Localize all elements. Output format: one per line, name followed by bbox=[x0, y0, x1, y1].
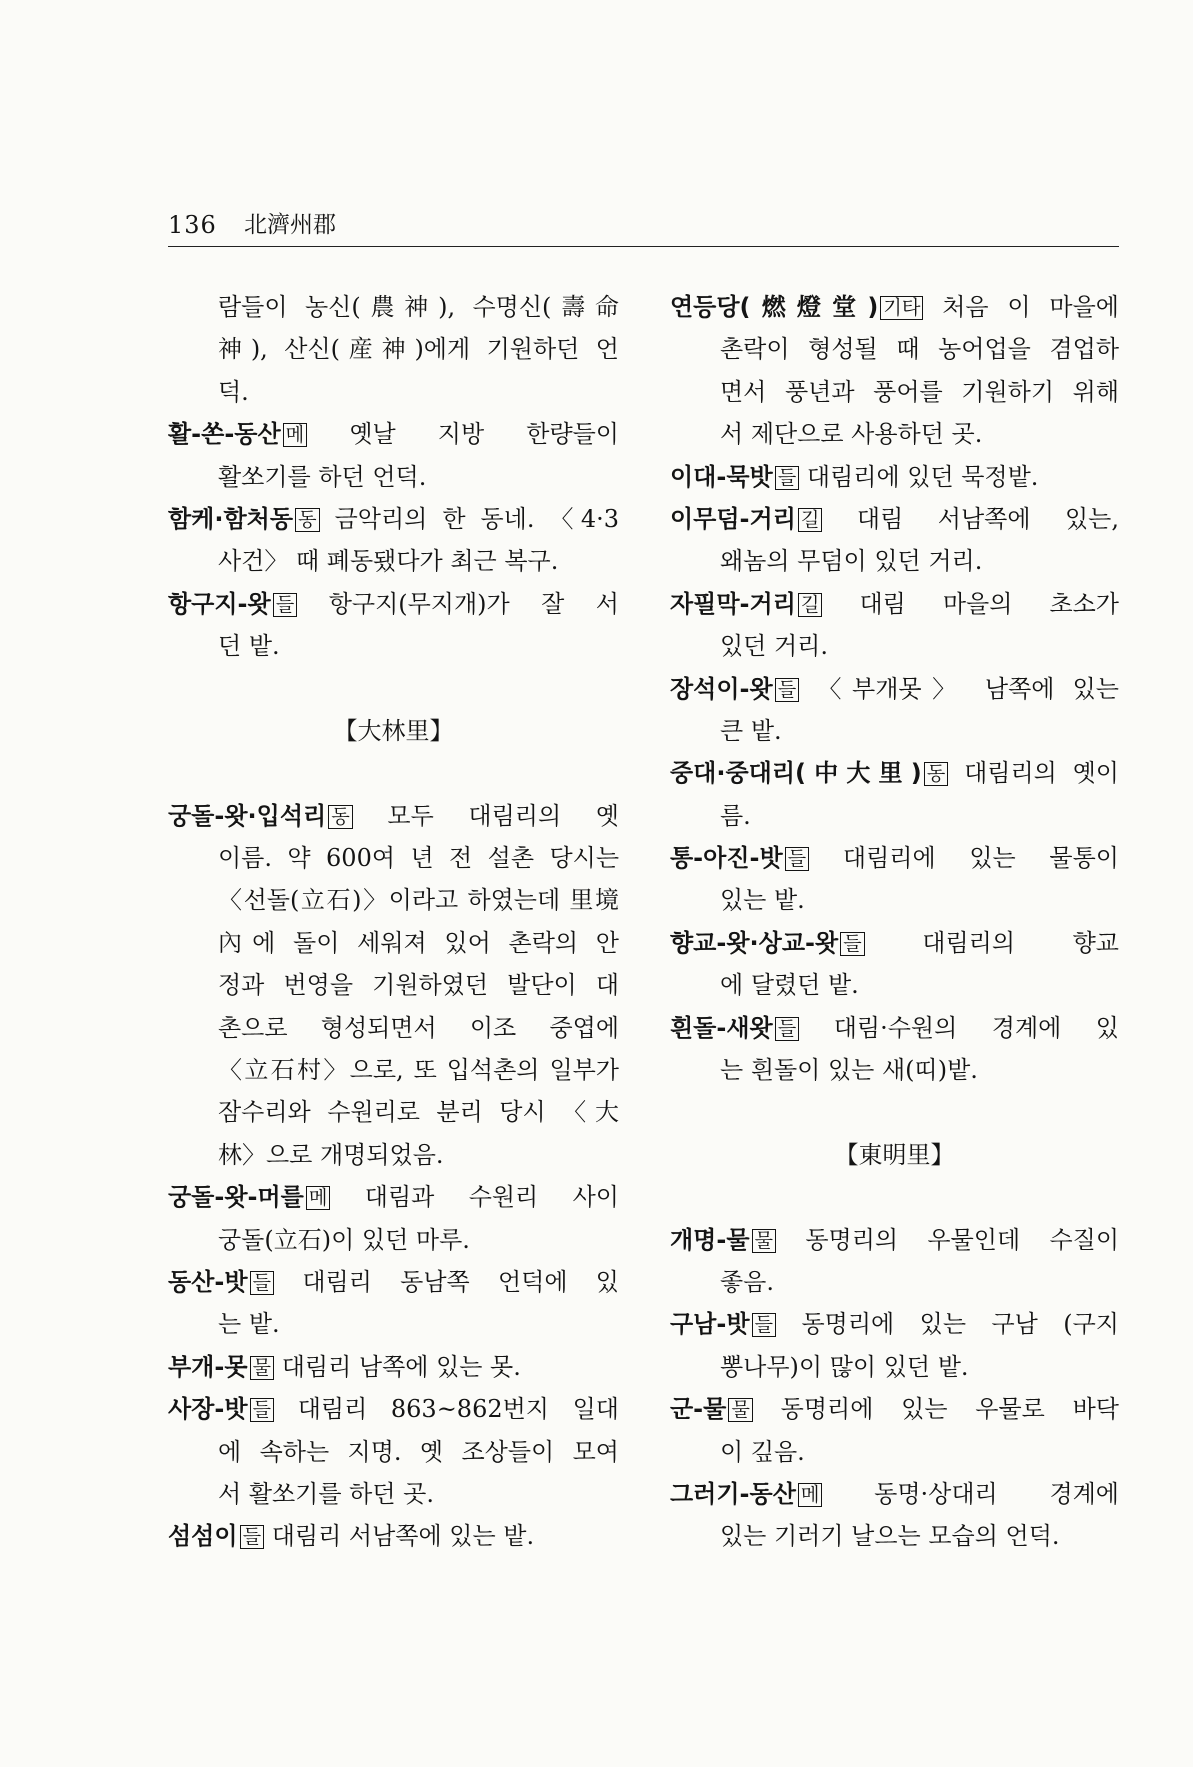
right-column bbox=[670, 286, 1119, 1558]
line-text: 서 활쏘기를 하던 곳. bbox=[218, 1479, 434, 1508]
text-line bbox=[168, 964, 619, 1006]
dictionary-entry bbox=[168, 795, 619, 1177]
text-line bbox=[670, 540, 1119, 582]
dictionary-entry bbox=[670, 456, 1119, 498]
category-tag-box: 메 bbox=[798, 1483, 823, 1507]
line-text: 동명리의 우물인데 수질이 bbox=[805, 1225, 1119, 1254]
line-text: 뽕나무)이 많이 있던 밭. bbox=[720, 1352, 969, 1381]
line-text: 좋음. bbox=[720, 1267, 774, 1296]
entry-headword: 군-물 bbox=[670, 1395, 727, 1424]
text-line bbox=[168, 1515, 619, 1557]
line-text: 대림리 863~862번지 일대 bbox=[297, 1395, 619, 1424]
entry-headword: 개명-물 bbox=[670, 1225, 750, 1254]
dictionary-entry bbox=[168, 1515, 619, 1557]
line-text: 內에 돌이 세워져 있어 촌락의 안 bbox=[218, 928, 619, 957]
line-text: 이 깊음. bbox=[720, 1437, 805, 1466]
line-text: 에 달렸던 밭. bbox=[720, 971, 859, 1000]
line-text: 대림·수원의 경계에 있 bbox=[833, 1013, 1119, 1042]
line-text: 대림 마을의 초소가 bbox=[859, 589, 1119, 618]
text-line bbox=[670, 1007, 1119, 1049]
section-heading: 【東明里】 bbox=[834, 1140, 955, 1169]
dictionary-entry bbox=[670, 498, 1119, 583]
dictionary-entry bbox=[168, 1176, 619, 1261]
section-heading: 【大林里】 bbox=[333, 716, 454, 745]
category-tag-box: 길 bbox=[798, 593, 823, 617]
page-number: 136 bbox=[168, 211, 217, 239]
text-line bbox=[168, 1388, 619, 1430]
text-line bbox=[670, 879, 1119, 921]
text-line bbox=[670, 1261, 1119, 1303]
category-tag-box: 동 bbox=[924, 762, 949, 786]
text-line bbox=[670, 413, 1119, 455]
text-line bbox=[670, 1303, 1119, 1345]
line-text: 옛날 지방 한량들이 bbox=[349, 420, 619, 449]
text-line bbox=[670, 964, 1119, 1006]
dictionary-entry bbox=[168, 1388, 619, 1515]
text-line bbox=[168, 1431, 619, 1473]
line-text: 대림리의 향교 bbox=[922, 928, 1119, 957]
line-text: 대림 서남쪽에 있는, bbox=[856, 504, 1119, 533]
text-line bbox=[168, 1007, 619, 1049]
entry-headword: 사장-밧 bbox=[168, 1395, 248, 1424]
category-tag-box: 기타 bbox=[880, 296, 923, 320]
entry-headword: 구남-밧 bbox=[670, 1310, 750, 1339]
category-tag-box: 물 bbox=[752, 1229, 777, 1253]
text-line bbox=[168, 1176, 619, 1218]
entry-headword: 연등당(燃燈堂) bbox=[670, 293, 879, 321]
text-line bbox=[670, 1431, 1119, 1473]
text-line bbox=[670, 668, 1119, 710]
category-tag-box: 들 bbox=[240, 1525, 265, 1549]
line-text: 던 밭. bbox=[218, 632, 280, 661]
text-line bbox=[168, 498, 619, 540]
text-line bbox=[670, 498, 1119, 540]
line-text: 동명리에 있는 구남 (구지 bbox=[801, 1310, 1119, 1339]
line-text: 덕. bbox=[218, 377, 249, 406]
line-text: 林〉으로 개명되었음. bbox=[218, 1140, 444, 1169]
dictionary-entry bbox=[168, 498, 619, 583]
text-line bbox=[168, 922, 619, 964]
text-line bbox=[670, 286, 1119, 328]
text-line bbox=[670, 710, 1119, 752]
dictionary-entry bbox=[168, 1346, 619, 1388]
text-line bbox=[168, 540, 619, 582]
dictionary-entry bbox=[670, 922, 1119, 1007]
line-text: 〈立石村〉으로, 또 입석촌의 일부가 bbox=[218, 1056, 619, 1085]
text-line bbox=[670, 371, 1119, 413]
category-tag-box: 들 bbox=[775, 466, 800, 490]
line-text: 람들이 농신(農神), 수명신(壽命 bbox=[218, 293, 619, 321]
dictionary-entry bbox=[168, 413, 619, 498]
header-rule bbox=[168, 246, 1119, 247]
dictionary-entry bbox=[670, 1388, 1119, 1473]
line-text: 〈선돌(立石)〉이라고 하였는데 里境 bbox=[218, 886, 619, 915]
line-text: 〈부개못〉 남쪽에 있는 bbox=[817, 674, 1119, 703]
category-tag-box: 동 bbox=[328, 805, 353, 829]
dictionary-entry bbox=[670, 583, 1119, 668]
line-text: 면서 풍년과 풍어를 기원하기 위해 bbox=[720, 377, 1119, 406]
line-text: 있던 거리. bbox=[720, 632, 828, 661]
text-line bbox=[168, 1473, 619, 1515]
entry-headword: 이대-묵밧 bbox=[670, 462, 773, 491]
line-text: 있는 기러기 날으는 모습의 언덕. bbox=[720, 1522, 1060, 1551]
category-tag-box: 들 bbox=[775, 1017, 800, 1041]
line-text: 름. bbox=[720, 801, 751, 830]
line-text: 촌으로 형성되면서 이조 중엽에 bbox=[218, 1013, 619, 1042]
text-line bbox=[168, 371, 619, 413]
running-title: 北濟州郡 bbox=[244, 212, 336, 238]
line-text: 대림리의 옛이 bbox=[964, 759, 1119, 788]
category-tag-box: 들 bbox=[250, 1398, 275, 1422]
line-text: 모두 대림리의 옛 bbox=[387, 801, 619, 830]
dictionary-entry bbox=[670, 837, 1119, 922]
entry-headword: 자필막-거리 bbox=[670, 589, 796, 618]
line-text: 처음 이 마을에 bbox=[942, 293, 1119, 321]
line-text: 神), 산신(産神)에게 기원하던 언 bbox=[218, 335, 619, 364]
text-line bbox=[168, 328, 619, 370]
text-line bbox=[168, 413, 619, 455]
dictionary-entry bbox=[670, 752, 1119, 837]
text-line bbox=[168, 1303, 619, 1345]
category-tag-box: 물 bbox=[728, 1398, 753, 1422]
entry-headword: 궁돌-왓·입석리 bbox=[168, 801, 327, 830]
entry-headword: 함케·함처동 bbox=[168, 504, 294, 533]
line-text: 에 속하는 지명. 옛 조상들이 모여 bbox=[218, 1437, 619, 1466]
line-text: 정과 번영을 기원하였던 발단이 대 bbox=[218, 971, 619, 1000]
text-line bbox=[168, 1134, 619, 1176]
text-line bbox=[670, 1515, 1119, 1557]
category-tag-box: 들 bbox=[775, 678, 800, 702]
line-text: 사건〉 때 폐동됐다가 최근 복구. bbox=[218, 547, 559, 576]
text-line bbox=[168, 1346, 619, 1388]
category-tag-box: 들 bbox=[840, 932, 865, 956]
line-text: 는 흰돌이 있는 새(띠)밭. bbox=[720, 1056, 978, 1085]
text-line bbox=[168, 583, 619, 625]
line-text: 촌락이 형성될 때 농어업을 겸업하 bbox=[720, 335, 1119, 364]
text-line bbox=[168, 1091, 619, 1133]
entry-headword: 이무덤-거리 bbox=[670, 504, 796, 533]
line-text: 동명·상대리 경계에 bbox=[874, 1479, 1119, 1508]
continued-entry-text bbox=[168, 286, 619, 413]
category-tag-box: 들 bbox=[273, 593, 298, 617]
text-line bbox=[670, 795, 1119, 837]
text-line bbox=[168, 456, 619, 498]
dictionary-entry bbox=[670, 1303, 1119, 1388]
text-line bbox=[670, 1346, 1119, 1388]
line-text: 대림과 수원리 사이 bbox=[364, 1183, 619, 1212]
line-text: 있는 밭. bbox=[720, 886, 805, 915]
line-text: 잠수리와 수원리로 분리 당시 〈大 bbox=[218, 1098, 619, 1127]
text-line bbox=[670, 1388, 1119, 1430]
dictionary-entry bbox=[670, 668, 1119, 753]
text-line bbox=[168, 1219, 619, 1261]
entry-headword: 흰돌-새왓 bbox=[670, 1013, 773, 1042]
entry-headword: 궁돌-왓-머를 bbox=[168, 1183, 304, 1212]
dictionary-entry bbox=[670, 1473, 1119, 1558]
line-text: 항구지(무지개)가 잘 서 bbox=[328, 589, 619, 618]
category-tag-box: 들 bbox=[752, 1313, 777, 1337]
category-tag-box: 길 bbox=[798, 508, 823, 532]
dictionary-entry bbox=[168, 583, 619, 668]
line-text: 서 제단으로 사용하던 곳. bbox=[720, 420, 983, 449]
entry-headword: 향교-왓·상교-왓 bbox=[670, 928, 839, 957]
text-line bbox=[670, 583, 1119, 625]
line-text: 금악리의 한 동네. 〈4·3 bbox=[334, 504, 619, 533]
text-line bbox=[670, 922, 1119, 964]
entry-headword: 장석이-왓 bbox=[670, 674, 773, 703]
left-column bbox=[168, 286, 619, 1558]
line-text: 대림리 동남쪽 언덕에 있 bbox=[302, 1267, 619, 1296]
text-line bbox=[670, 456, 1119, 498]
entry-headword: 부개-못 bbox=[168, 1352, 248, 1381]
text-line bbox=[168, 286, 619, 328]
text-line bbox=[670, 328, 1119, 370]
text-line bbox=[670, 625, 1119, 667]
dictionary-entry bbox=[670, 1007, 1119, 1092]
category-tag-box: 물 bbox=[250, 1356, 275, 1380]
text-line bbox=[168, 625, 619, 667]
category-tag-box: 동 bbox=[295, 508, 320, 532]
dictionary-entry bbox=[670, 1219, 1119, 1304]
line-text: 활쏘기를 하던 언덕. bbox=[218, 462, 427, 491]
category-tag-box: 들 bbox=[785, 847, 810, 871]
line-text: 대림리에 있는 물통이 bbox=[842, 844, 1119, 873]
line-text: 대림리에 있던 묵정밭. bbox=[806, 462, 1039, 491]
category-tag-box: 메 bbox=[283, 423, 308, 447]
text-line bbox=[670, 1219, 1119, 1261]
line-text: 대림리 서남쪽에 있는 밭. bbox=[271, 1522, 535, 1551]
entry-headword: 항구지-왓 bbox=[168, 589, 271, 618]
text-line bbox=[168, 795, 619, 837]
text-line bbox=[168, 1261, 619, 1303]
entry-headword: 그러기-동산 bbox=[670, 1479, 796, 1508]
line-text: 는 밭. bbox=[218, 1310, 280, 1339]
line-text: 왜놈의 무덤이 있던 거리. bbox=[720, 547, 983, 576]
entry-headword: 동산-밧 bbox=[168, 1267, 248, 1296]
text-line bbox=[670, 1473, 1119, 1515]
text-line bbox=[670, 837, 1119, 879]
line-text: 이름. 약 600여 년 전 설촌 당시는 bbox=[218, 844, 619, 873]
text-line bbox=[168, 837, 619, 879]
text-line bbox=[670, 752, 1119, 794]
entry-headword: 활-쏜-동산 bbox=[168, 420, 281, 449]
line-text: 대림리 남쪽에 있는 못. bbox=[281, 1352, 521, 1381]
category-tag-box: 들 bbox=[250, 1271, 275, 1295]
entry-headword: 통-아진-밧 bbox=[670, 844, 783, 873]
dictionary-entry bbox=[168, 1261, 619, 1346]
line-text: 궁돌(立石)이 있던 마루. bbox=[218, 1225, 470, 1254]
entry-headword: 섬섬이 bbox=[168, 1522, 238, 1551]
line-text: 동명리에 있는 우물로 바닥 bbox=[780, 1395, 1119, 1424]
category-tag-box: 메 bbox=[306, 1186, 331, 1210]
entry-headword: 중대·중대리(中大里) bbox=[670, 759, 922, 788]
text-line bbox=[670, 1049, 1119, 1091]
text-line bbox=[168, 879, 619, 921]
text-line bbox=[168, 1049, 619, 1091]
line-text: 큰 밭. bbox=[720, 716, 782, 745]
dictionary-entry bbox=[670, 286, 1119, 456]
